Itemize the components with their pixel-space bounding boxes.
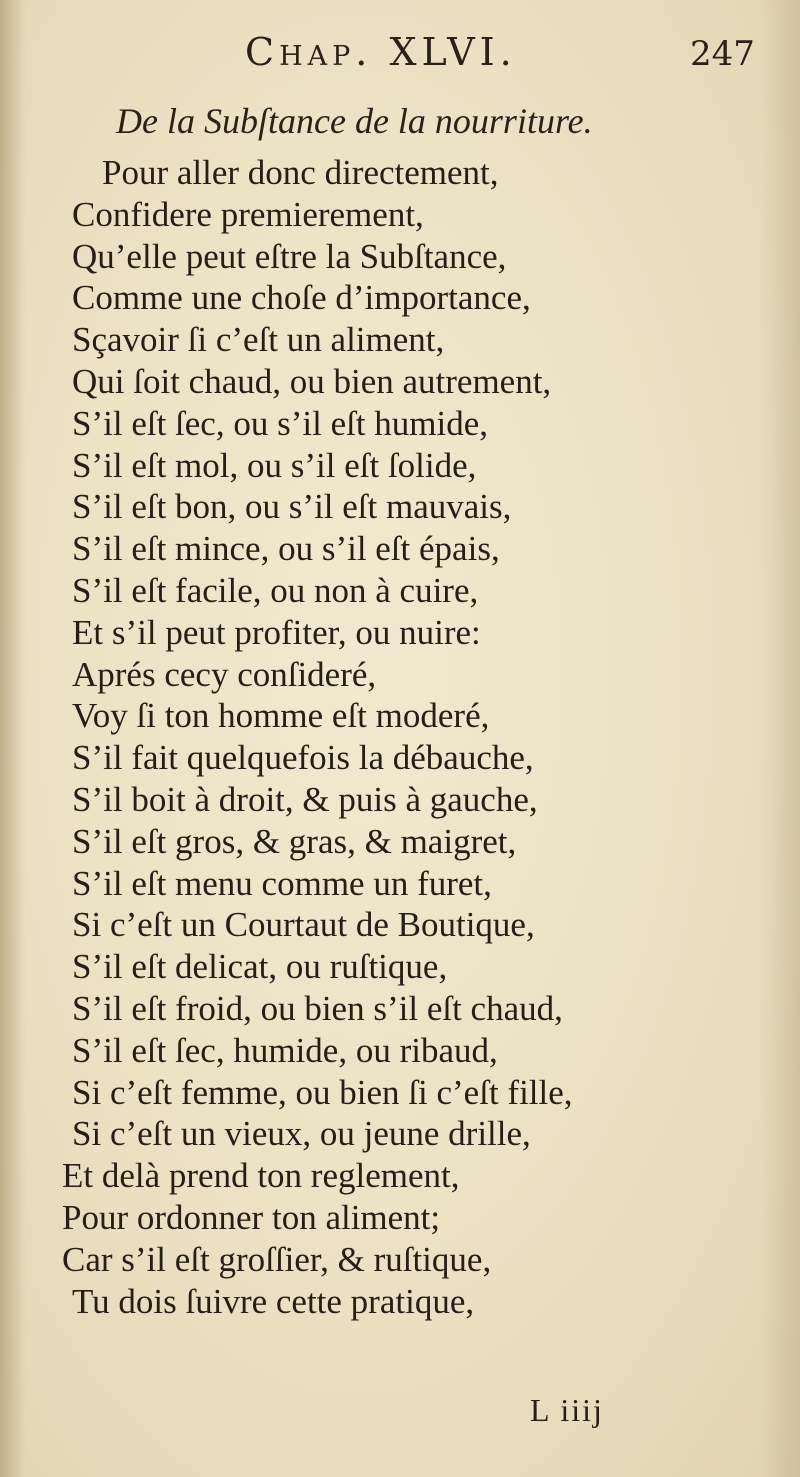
verse-line: Voy ſi ton homme eſt moderé,	[72, 696, 490, 736]
verse-line: Pour aller donc directement,	[102, 153, 499, 192]
verse-line: Si c’eſt un Courtaut de Boutique,	[72, 905, 535, 945]
verse-line: S’il eſt mince, ou s’il eſt épais,	[72, 529, 500, 569]
verse-line: S’il eſt menu comme un furet,	[72, 863, 492, 903]
verse-line: Aprés cecy conſideré,	[72, 654, 377, 694]
section-title: De la Subſtance de la nourriture.	[116, 101, 593, 141]
verse-line: S’il eſt ſec, humide, ou ribaud,	[72, 1030, 498, 1070]
verse-line: S’il eſt gros, & gras, & maigret,	[72, 821, 517, 861]
verse-line: Si c’eſt un vieux, ou jeune drille,	[72, 1114, 531, 1154]
verse-line: Sçavoir ſi c’eſt un aliment,	[72, 320, 445, 360]
running-header	[0, 30, 800, 80]
verse-line: Qu’elle peut eſtre la Subſtance,	[72, 236, 507, 276]
signature-mark: L iiij	[530, 1392, 604, 1428]
verse-line: S’il eſt mol, ou s’il eſt ſolide,	[72, 445, 477, 485]
page-number: 247	[690, 34, 755, 74]
verse-line: S’il fait quelquefois la débauche,	[72, 738, 534, 778]
verse-line: S’il eſt froid, ou bien s’il eſt chaud,	[72, 988, 563, 1028]
verse-line: Qui ſoit chaud, ou bien autrement,	[72, 361, 552, 401]
verse-line: Et s’il peut profiter, ou nuire:	[72, 612, 481, 652]
chapter-heading: Chap. XLVI.	[245, 30, 517, 74]
verse-line: Comme une choſe d’importance,	[72, 278, 531, 318]
verse-line: Si c’eſt femme, ou bien ſi c’eſt fille,	[72, 1072, 573, 1112]
verse-line: S’il eſt bon, ou s’il eſt mauvais,	[72, 487, 512, 527]
verse-line: Tu dois ſuivre cette pratique,	[72, 1281, 475, 1321]
verse-line: Pour ordonner ton aliment;	[62, 1197, 441, 1237]
verse-line: S’il eſt facile, ou non à cuire,	[72, 570, 479, 610]
verse-line: Confidere premierement,	[72, 194, 424, 234]
verse-body	[62, 152, 702, 1322]
verse-line: S’il eſt delicat, ou ruſtique,	[72, 947, 448, 987]
verse-line: Car s’il eſt groſſier, & ruſtique,	[62, 1239, 492, 1279]
verse-line: Et delà prend ton reglement,	[62, 1156, 460, 1196]
verse-line: S’il eſt ſec, ou s’il eſt humide,	[72, 403, 489, 443]
verse-line: S’il boit à droit, & puis à gauche,	[72, 779, 538, 819]
